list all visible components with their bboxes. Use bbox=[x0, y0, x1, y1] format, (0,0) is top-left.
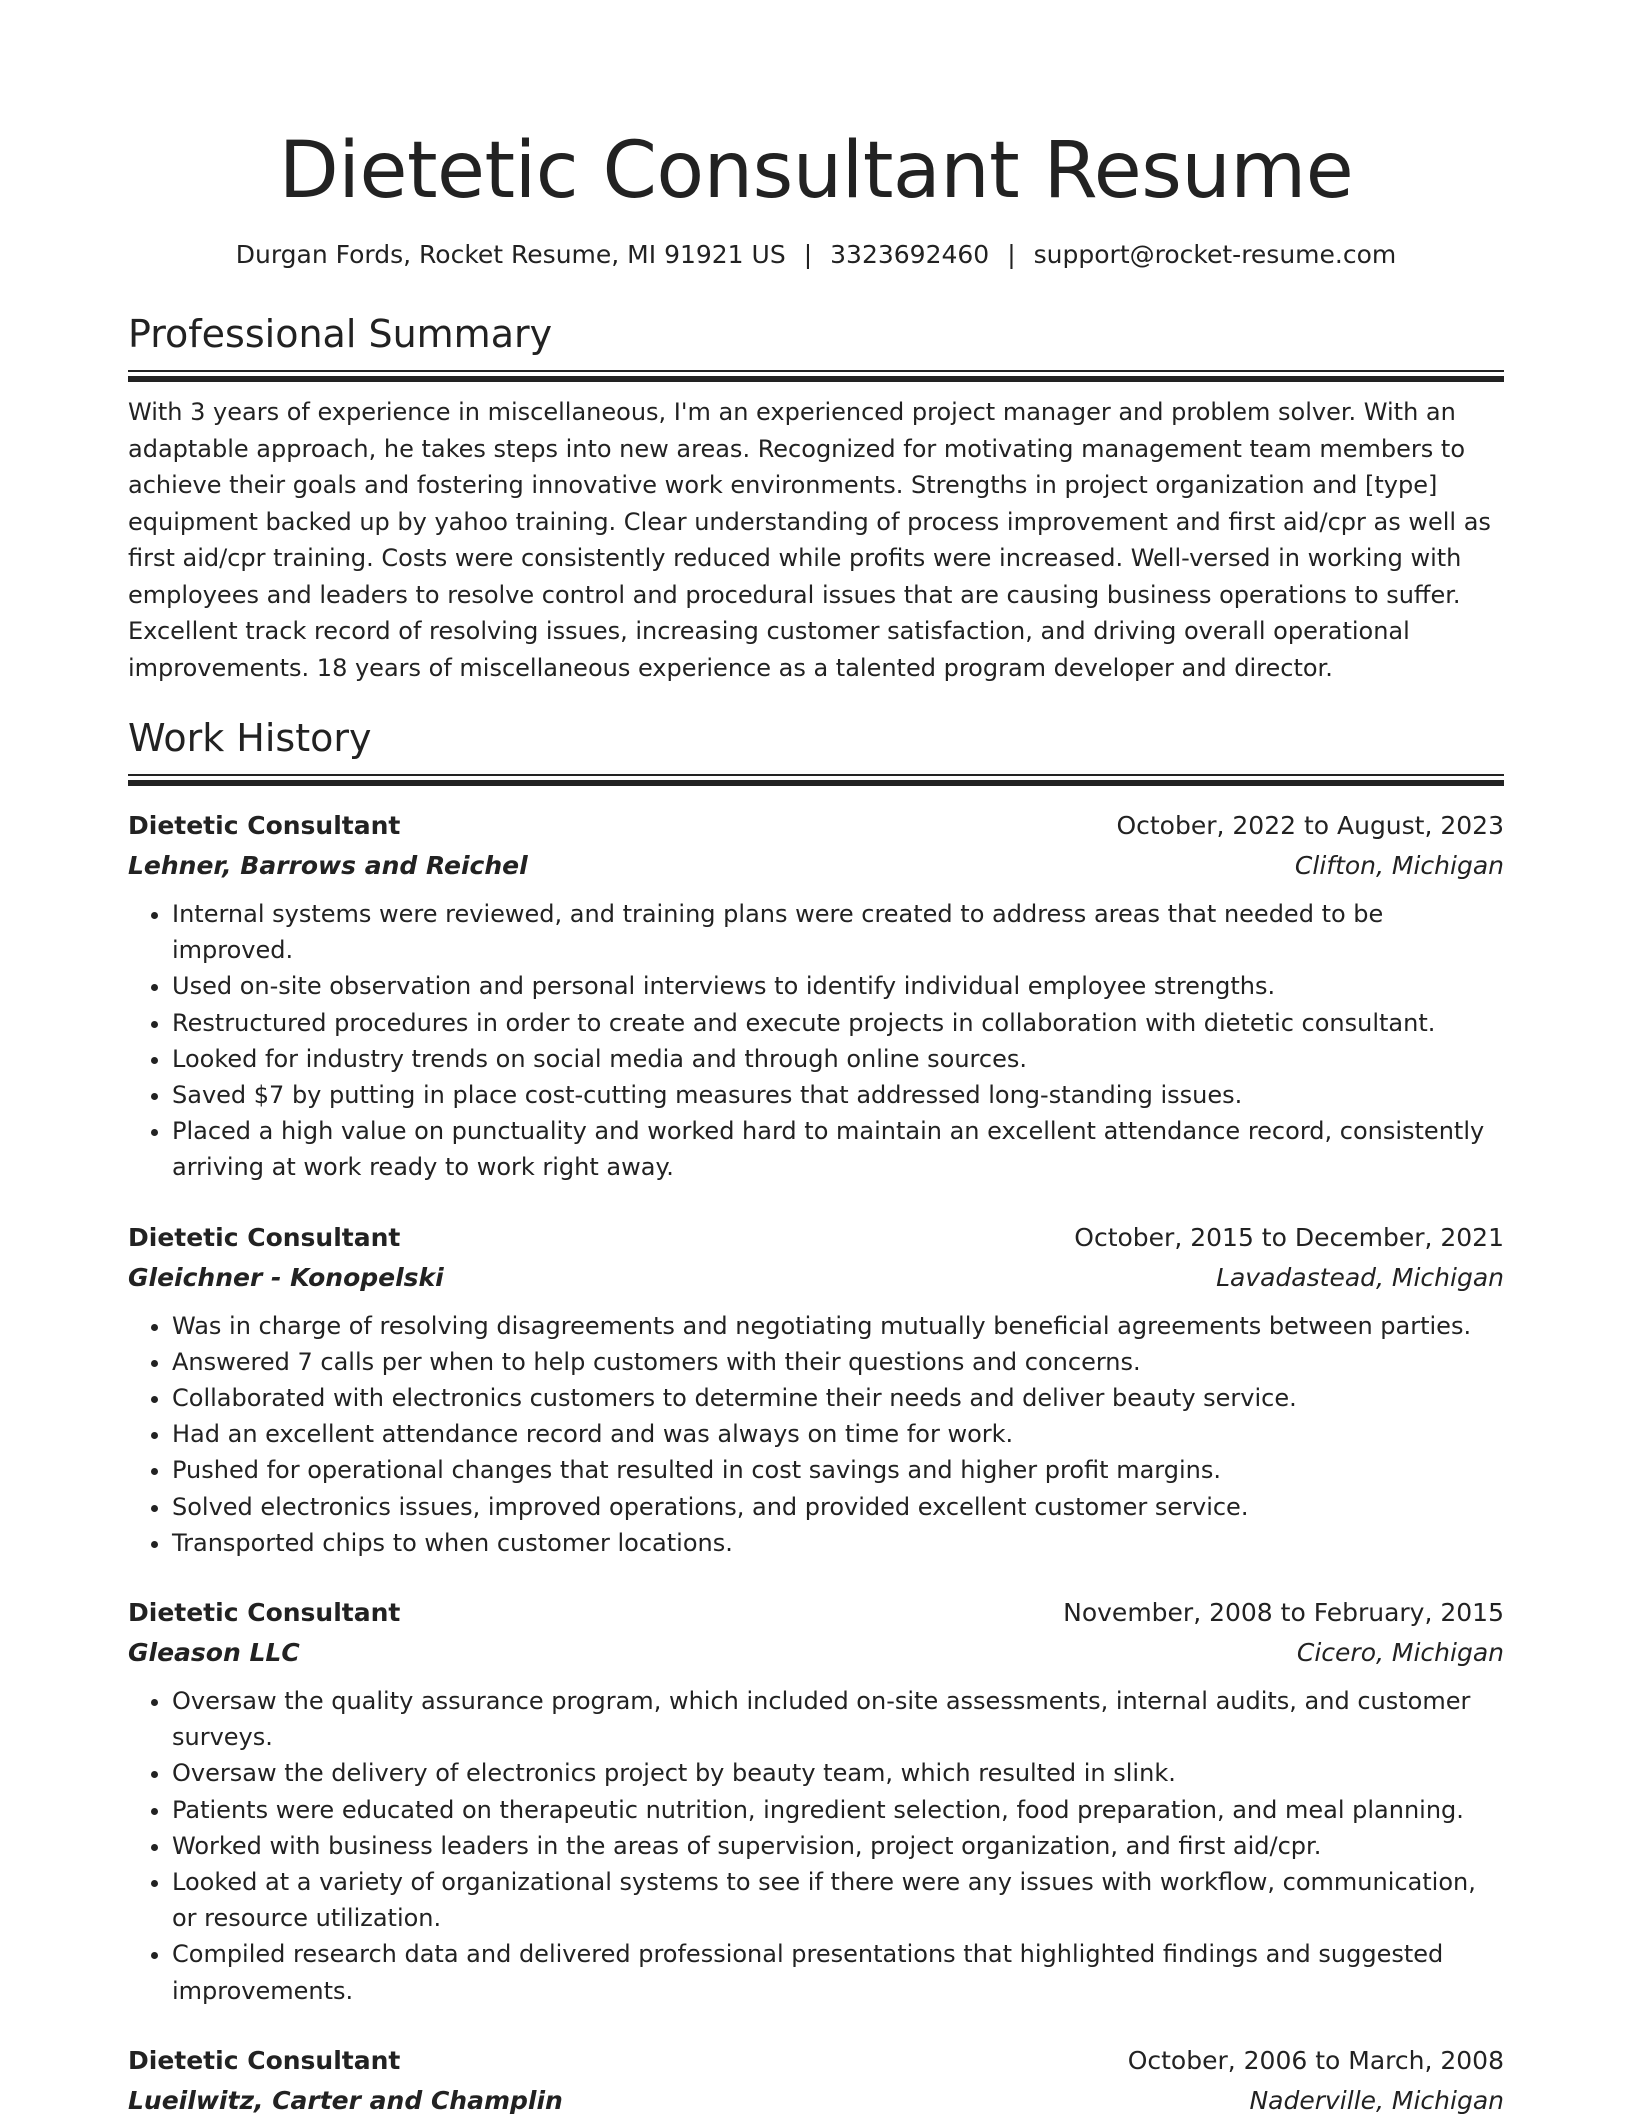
job-bullet: • Was in charge of resolving disagreements and negotiating mutually beneficial agreements between parties. bbox=[172, 1308, 1504, 1344]
job-header bbox=[128, 2041, 1504, 2081]
job-entry bbox=[128, 2041, 1504, 2121]
job-bullet: • Restructured procedures in order to create and execute projects in collaboration with dietetic consultant. bbox=[172, 1005, 1504, 1041]
job-bullet: • Placed a high value on punctuality and worked hard to maintain an excellent attendance record, consistently arriving at work ready to work right away. bbox=[172, 1113, 1504, 1185]
job-bullet: • Oversaw the delivery of electronics project by beauty team, which resulted in slink. bbox=[172, 1755, 1504, 1791]
summary-paragraph: With 3 years of experience in miscellaneous, I'm an experienced project manager and problem solver. With an adaptable approach, he takes steps into new areas. Recognized for motivating management team members to achieve their goals and fostering innovative work environments. Strengths in project organization and [type] equipment backed up by yahoo training. Clear understanding of process improvement and first aid/cpr as well as first aid/cpr training. Costs were consistently reduced while profits were increased. Well-versed in working with employees and leaders to resolve control and procedural issues that are causing business operations to suffer. Excellent track record of resolving issues, increasing customer satisfaction, and driving overall operational improvements. 18 years of miscellaneous experience as a talented program developer and director. bbox=[128, 398, 1491, 682]
contact-separator: | bbox=[1007, 240, 1016, 269]
job-subheader bbox=[128, 1633, 1504, 1673]
job-header bbox=[128, 806, 1504, 846]
contact-line bbox=[128, 238, 1504, 272]
address-text: Durgan Fords, Rocket Resume, MI 91921 US bbox=[235, 240, 786, 269]
job-bullet: • Internal systems were reviewed, and training plans were created to address areas that needed to be improved. bbox=[172, 896, 1504, 968]
job-bullet: • Compiled research data and delivered professional presentations that highlighted findings and suggested improvements. bbox=[172, 1936, 1504, 2008]
job-entry bbox=[128, 806, 1504, 1186]
contact-separator: | bbox=[803, 240, 813, 269]
job-bullet: • Looked for industry trends on social media and through online sources. bbox=[172, 1041, 1504, 1077]
company-name: Lueilwitz, Carter and Champlin bbox=[128, 2085, 563, 2115]
job-subheader bbox=[128, 846, 1504, 886]
job-bullet: • Patients were educated on therapeutic nutrition, ingredient selection, food preparation, and meal planning. bbox=[172, 1792, 1504, 1828]
job-bullet-list bbox=[128, 896, 1504, 1186]
job-dates: October, 2022 to August, 2023 bbox=[1116, 811, 1504, 840]
section-divider bbox=[128, 774, 1504, 786]
job-subheader bbox=[128, 2081, 1504, 2121]
resume-page bbox=[128, 0, 1504, 2121]
section-divider bbox=[128, 370, 1504, 382]
job-title: Dietetic Consultant bbox=[128, 2045, 401, 2075]
page-title: Dietetic Consultant Resume bbox=[278, 126, 1354, 216]
job-entry bbox=[128, 1218, 1504, 1561]
job-dates: November, 2008 to February, 2015 bbox=[1063, 1598, 1504, 1628]
job-location: Lavadastead, Michigan bbox=[1216, 1262, 1504, 1292]
job-header bbox=[128, 1593, 1504, 1633]
job-entry bbox=[128, 1593, 1504, 2009]
job-bullet: • Solved electronics issues, improved operations, and provided excellent customer service. bbox=[172, 1489, 1504, 1525]
phone-text: 3323692460 bbox=[830, 240, 990, 269]
job-header bbox=[128, 1218, 1504, 1258]
job-title: Dietetic Consultant bbox=[128, 811, 401, 840]
job-subheader bbox=[128, 1258, 1504, 1298]
job-location: Clifton, Michigan bbox=[1294, 851, 1504, 880]
company-name: Gleason LLC bbox=[128, 1638, 300, 1668]
job-bullet: • Worked with business leaders in the areas of supervision, project organization, and first aid/cpr. bbox=[172, 1828, 1504, 1864]
job-dates: October, 2015 to December, 2021 bbox=[1074, 1222, 1504, 1252]
job-bullet: • Used on-site observation and personal interviews to identify individual employee strengths. bbox=[172, 968, 1504, 1004]
job-title: Dietetic Consultant bbox=[128, 1598, 401, 1628]
job-bullet: • Pushed for operational changes that resulted in cost savings and higher profit margins. bbox=[172, 1452, 1504, 1488]
job-bullet: • Oversaw the quality assurance program, which included on-site assessments, internal audits, and customer surveys. bbox=[172, 1683, 1504, 1755]
job-bullet: • Saved $7 by putting in place cost-cutting measures that addressed long-standing issues. bbox=[172, 1077, 1504, 1113]
job-bullet-list bbox=[128, 1308, 1504, 1561]
email-text: support@rocket-resume.com bbox=[1033, 240, 1397, 269]
section-heading-summary: Professional Summary bbox=[128, 312, 553, 356]
company-name: Gleichner - Konopelski bbox=[128, 1262, 444, 1292]
section-heading-work: Work History bbox=[128, 716, 372, 760]
job-bullet: • Had an excellent attendance record and was always on time for work. bbox=[172, 1416, 1504, 1452]
company-name: Lehner, Barrows and Reichel bbox=[128, 851, 528, 880]
job-bullet-list bbox=[128, 1683, 1504, 2009]
professional-summary-section bbox=[128, 308, 1504, 686]
job-bullet: • Looked at a variety of organizational systems to see if there were any issues with workflow, communication, or resource utilization. bbox=[172, 1864, 1504, 1936]
job-location: Cicero, Michigan bbox=[1296, 1638, 1504, 1668]
job-bullet: • Transported chips to when customer locations. bbox=[172, 1525, 1504, 1561]
job-title: Dietetic Consultant bbox=[128, 1222, 401, 1252]
job-bullet: • Collaborated with electronics customers to determine their needs and deliver beauty service. bbox=[172, 1380, 1504, 1416]
work-history-section bbox=[128, 712, 1504, 2121]
job-list bbox=[128, 806, 1504, 2121]
job-dates: October, 2006 to March, 2008 bbox=[1127, 2045, 1504, 2075]
job-bullet: • Answered 7 calls per when to help customers with their questions and concerns. bbox=[172, 1344, 1504, 1380]
job-location: Naderville, Michigan bbox=[1249, 2085, 1504, 2115]
